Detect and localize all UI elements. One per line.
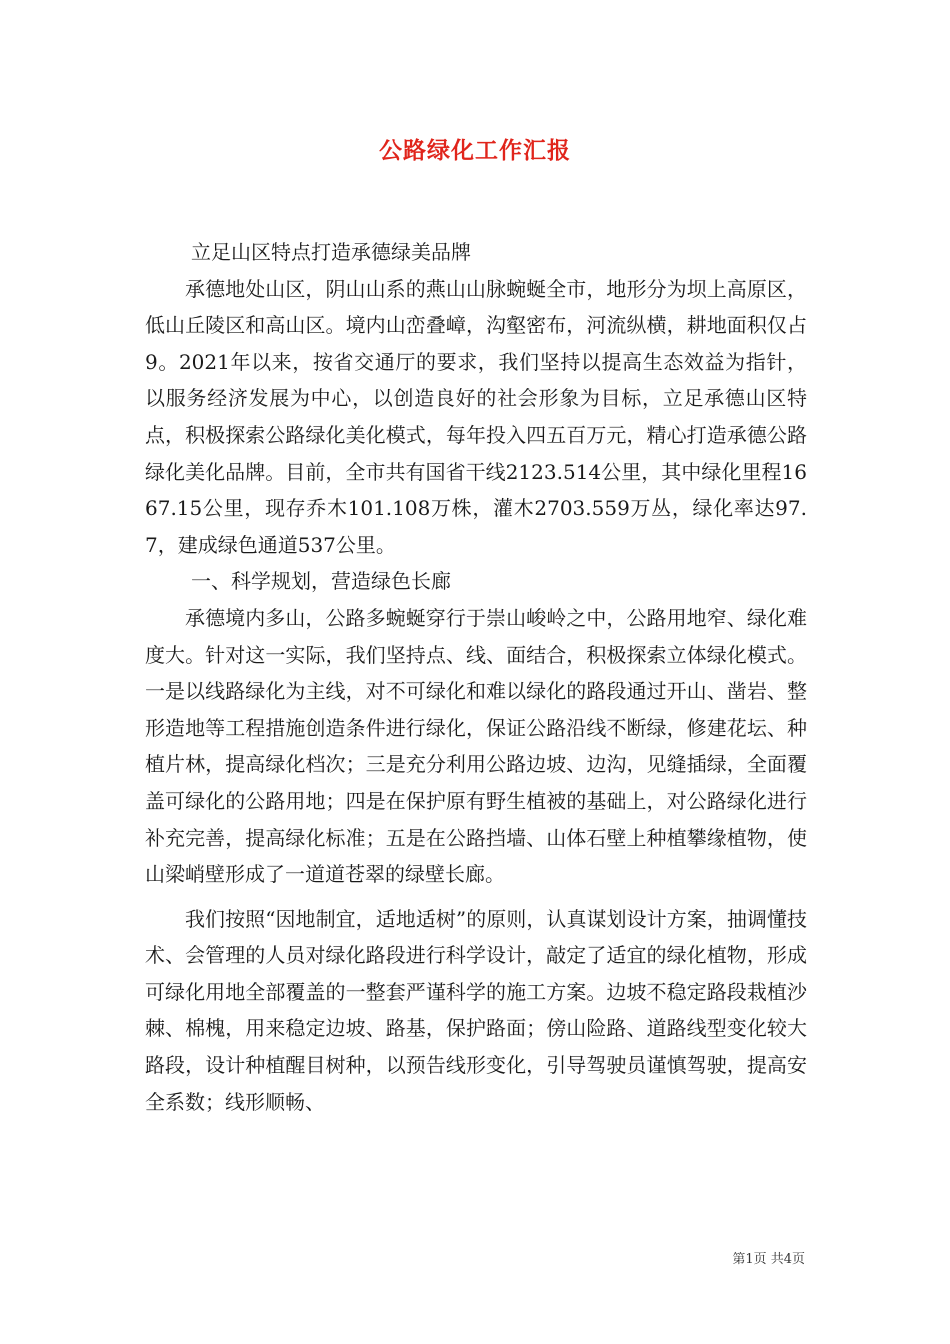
section-heading: 一、科学规划，营造绿色长廊 [191,569,451,594]
document-body [145,234,807,1120]
design-paragraph: 我们按照“因地制宜，适地适树”的原则，认真谋划设计方案，抽调懂技术、会管理的人员对绿化路段进行科学设计，敲定了适宜的绿化植物，形成可绿化用地全部覆盖的一整套严谨科学的施工方案。边坡不稳定路段栽植沙棘、棉槐，用来稳定边坡、路基，保护路面；傍山险路、道路线型变化较大路段，设计种植醒目树种，以预告线形变化，引导驾驶员谨慎驾驶，提高安全系数；线形顺畅、 [145,906,807,1114]
planning-paragraph: 承德境内多山，公路多蜿蜒穿行于崇山峻岭之中，公路用地窄、绿化难度大。针对这一实际，我们坚持点、线、面结合，积极探索立体绿化模式。一是以线路绿化为主线，对不可绿化和难以绿化的路段通过开山、凿岩、整形造地等工程措施创造条件进行绿化，保证公路沿线不断绿，修建花坛、种植片林，提高绿化档次；三是充分利用公路边坡、边沟，见缝插绿，全面覆盖可绿化的公路用地；四是在保护原有野生植被的基础上，对公路绿化进行补充完善，提高绿化标准；五是在公路挡墙、山体石壁上种植攀缘植物，使山梁峭壁形成了一道道苍翠的绿壁长廊。 [145,605,807,887]
intro-paragraph: 承德地处山区，阴山山系的燕山山脉蜿蜒全市，地形分为坝上高原区，低山丘陵区和高山区。境内山峦叠嶂，沟壑密布，河流纵横，耕地面积仅占9。2021年以来，按省交通厅的要求，我们坚持以提高生态效益为指针，以服务经济发展为中心，以创造良好的社会形象为目标，立足承德山区特点，积极探索公路绿化美化模式，每年投入四五百万元，精心打造承德公路绿化美化品牌。目前，全市共有国省干线2123.514公里，其中绿化里程1667.15公里，现存乔木101.108万株，灌木2703.559万丛，绿化率达97.7，建成绿色通道537公里。 [145,276,807,557]
document-title: 公路绿化工作汇报 [379,137,571,164]
subtitle-paragraph: 立足山区特点打造承德绿美品牌 [191,240,471,264]
page-number: 第1页 共4页 [732,1252,805,1267]
